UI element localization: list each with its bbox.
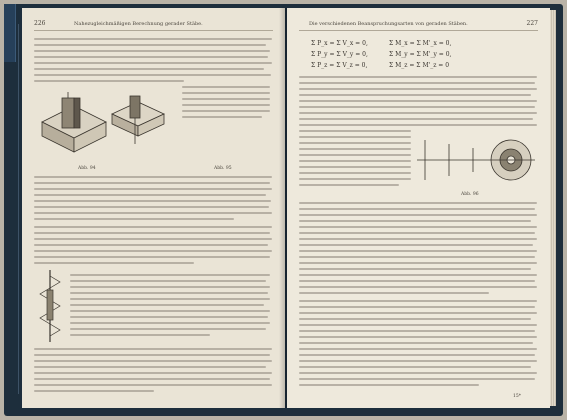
figure-caption: Abb. 94 — [78, 166, 96, 171]
equation-force: Σ P_x = Σ V_x = 0, — [311, 40, 368, 47]
page-block-edges — [550, 10, 556, 406]
equation-row — [311, 49, 511, 60]
cover-edge — [18, 24, 19, 394]
equation-force: Σ P_y = Σ V_y = 0, — [311, 51, 368, 58]
equation-moment: Σ M_x = Σ M'_x = 0, — [389, 40, 452, 47]
header-rule — [299, 30, 538, 31]
equation-moment: Σ M_z = Σ M'_z = 0 — [389, 62, 450, 69]
bookmark-ribbon — [4, 4, 16, 62]
left-page-header — [34, 20, 273, 30]
equation-moment: Σ M_y = Σ M'_y = 0, — [389, 51, 452, 58]
right-running-head: Die verschiedenen Beanspruchungsarten von geraden Stäben. — [309, 21, 468, 27]
right-page-header — [299, 20, 538, 30]
figure-abb-96 — [415, 126, 537, 190]
right-page-number: 227 — [526, 20, 538, 27]
header-rule — [34, 30, 273, 31]
footer-signature-marker: 15* — [513, 394, 521, 399]
equation-row — [311, 38, 511, 49]
equilibrium-equations — [311, 38, 511, 71]
left-page-number: 226 — [34, 20, 46, 27]
equation-row — [311, 60, 511, 71]
figure-caption: Abb. 96 — [461, 192, 479, 197]
figure-abb-95 — [36, 270, 64, 342]
right-page — [287, 8, 550, 408]
left-running-head: Nahezugleichmäßigen Berechnung gerader Stäbe. — [74, 21, 203, 27]
figure-abb-94 — [34, 92, 174, 162]
equation-force: Σ P_z = Σ V_z = 0, — [311, 62, 368, 69]
figure-caption: Abb. 95 — [214, 166, 232, 171]
left-page — [22, 8, 285, 408]
